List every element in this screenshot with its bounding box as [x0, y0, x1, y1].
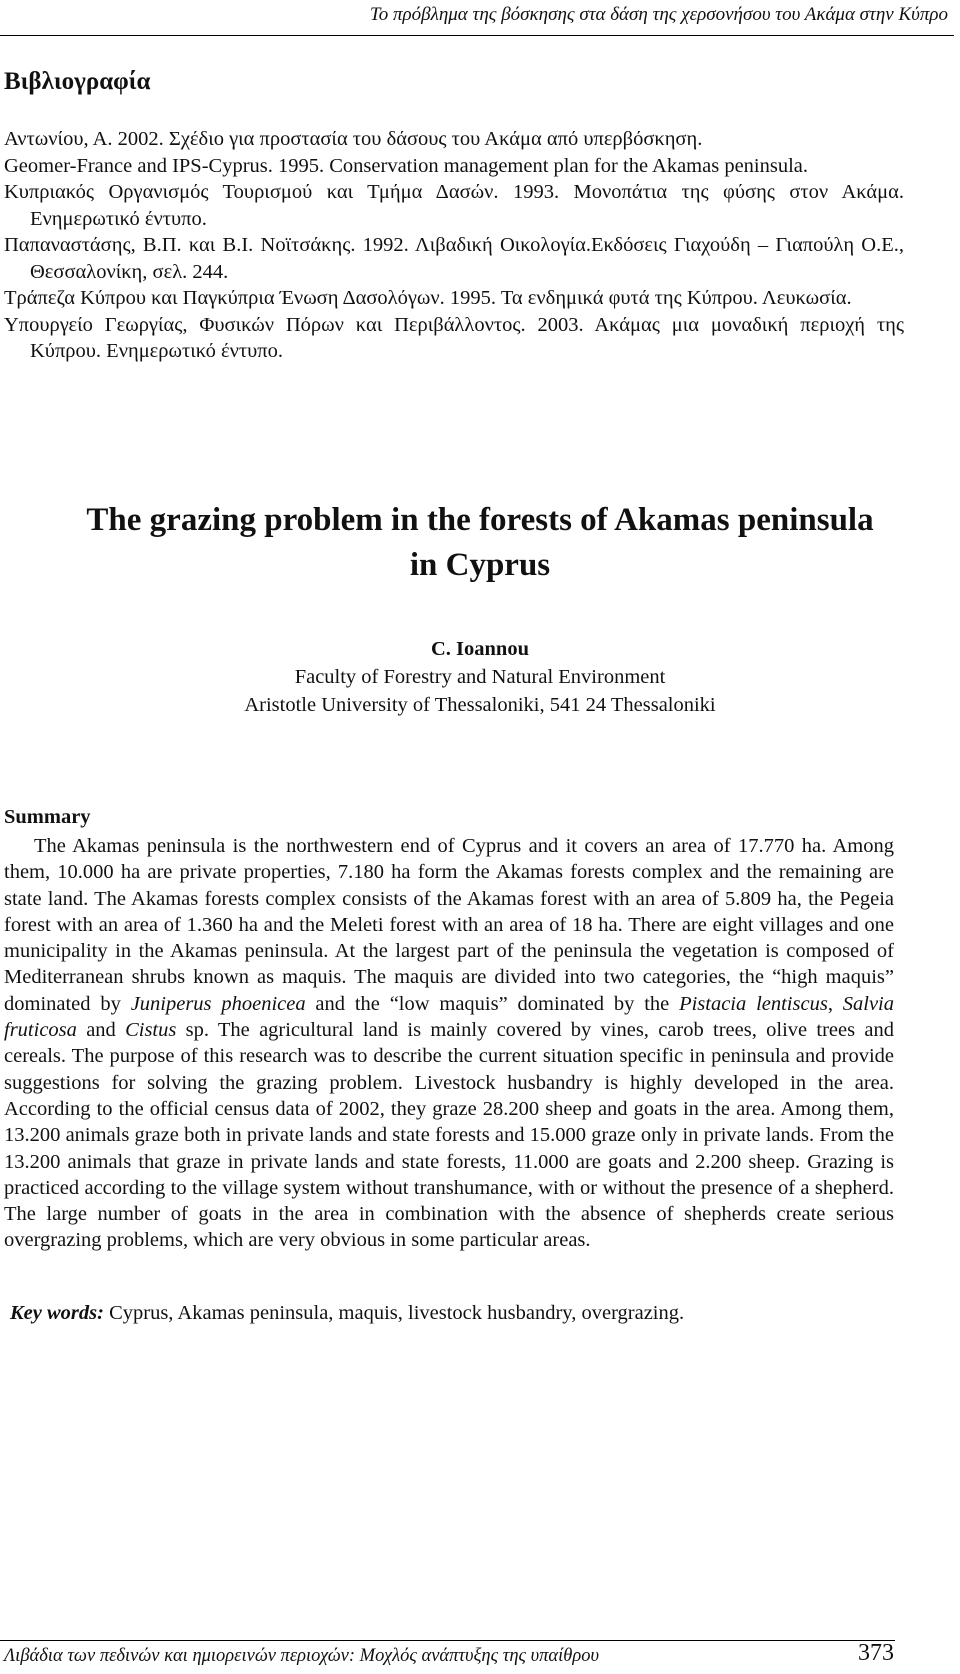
species-name: Juniperus phoenicea	[130, 992, 306, 1015]
reference-item: Κυπριακός Οργανισμός Τουρισμού και Τμήμα Δασών. 1993. Μονοπάτια της φύσης στον Ακάμα. Ενημερωτικό έντυπο.	[4, 181, 904, 230]
reference-item: Geomer-France and IPS-Cyprus. 1995. Conservation management plan for the Akamas peninsula.	[4, 154, 809, 177]
summary-text-part-1: The Akamas peninsula is the northwestern end of Cyprus and it covers an area of 17.770 ha. Among them, 10.000 ha are private properties, 7.180 ha form the Akamas forests complex and the remaining are state land. The Akamas forests complex consists of the Akamas forest with an area of 5.809 ha, the Pegeia forest with an area of 1.360 ha and the Meleti forest with an area of 18 ha. There are eight villages and one municipality in the Akamas peninsula. At the largest part of the peninsula the vegetation is composed of Mediterranean shrubs known as maquis. The maquis are divided into two categories, the “high maquis” dominated by	[4, 835, 894, 1015]
summary-separator: and	[76, 1019, 126, 1042]
footer-rule	[0, 1640, 895, 1641]
reference-item: Υπουργείο Γεωργίας, Φυσικών Πόρων και Περιβάλλοντος. 2003. Ακάμας μια μοναδική περιοχή της Κύπρου. Ενημερωτικό έντυπο.	[4, 313, 904, 362]
species-name: Salvia fruticosa	[4, 992, 895, 1042]
keywords	[10, 1302, 684, 1325]
running-header: Το πρόβλημα της βόσκησης στα δάση της χερσονήσου του Ακάμα στην Κύπρο	[369, 4, 948, 25]
page-number: 373	[858, 1640, 894, 1666]
reference-item: Τράπεζα Κύπρου και Παγκύπρια Ένωση Δασολόγων. 1995. Τα ενδημικά φυτά της Κύπρου. Λευκωσία.	[4, 287, 852, 309]
keywords-text: Cyprus, Akamas peninsula, maquis, livestock husbandry, overgrazing.	[103, 1302, 685, 1324]
header-rule	[0, 35, 954, 36]
bibliography-heading: Βιβλιογραφία	[4, 68, 151, 95]
summary-separator: ,	[827, 992, 843, 1015]
summary-text-part-3: sp. The agricultural land is mainly covered by vines, carob trees, olive trees and cereals. The purpose of this research was to describe the current situation specific in peninsula and provide suggestions for solving the grazing problem. Livestock husbandry is highly developed in the area. According to the official census data of 2002, they graze 28.200 sheep and goats in the area. Among them, 13.200 animals graze both in private lands and state forests and 15.000 graze only in private lands. From the 13.200 animals that graze in private lands and state forests, 11.000 are goats and 2.200 sheep. Grazing is practiced according to the village system without transhumance, with or without the presence of a shepherd. The large number of goats in the area in combination with the absence of shepherds create serious overgrazing problems, which are very obvious in some particular areas.	[4, 1019, 894, 1252]
reference-item: Παπαναστάσης, Β.Π. και Β.Ι. Νοϊτσάκης. 1992. Λιβαδική Οικολογία.Εκδόσεις Γιαχούδη – Γιαπούλη Ο.Ε., Θεσσαλονίκη, σελ. 244.	[4, 234, 904, 283]
summary-body	[4, 833, 894, 1254]
reference-item: Αντωνίου, Α. 2002. Σχέδιο για προστασία του δάσους του Ακάμα από υπερβόσκηση.	[4, 128, 703, 150]
author-name: C. Ioannou	[431, 638, 529, 660]
summary-heading: Summary	[4, 806, 91, 828]
article-title	[0, 498, 960, 588]
affiliation-line-2: Aristotle University of Thessaloniki, 541 24 Thessaloniki	[244, 694, 716, 716]
article-title-line-2: in Cyprus	[409, 547, 551, 583]
affiliation-line-1: Faculty of Forestry and Natural Environment	[294, 666, 666, 688]
article-title-line-1: The grazing problem in the forests of Akamas peninsula	[86, 502, 874, 538]
keywords-label: Key words:	[10, 1302, 104, 1324]
bibliography-list	[4, 126, 904, 365]
species-name: Pistacia lentiscus	[679, 992, 828, 1015]
summary-text-part-2: and the “low maquis” dominated by the	[305, 992, 680, 1015]
species-name: Cistus	[125, 1019, 177, 1042]
running-footer: Λιβάδια των πεδινών και ημιορεινών περιοχών: Μοχλός ανάπτυξης της υπαίθρου	[4, 1646, 599, 1666]
